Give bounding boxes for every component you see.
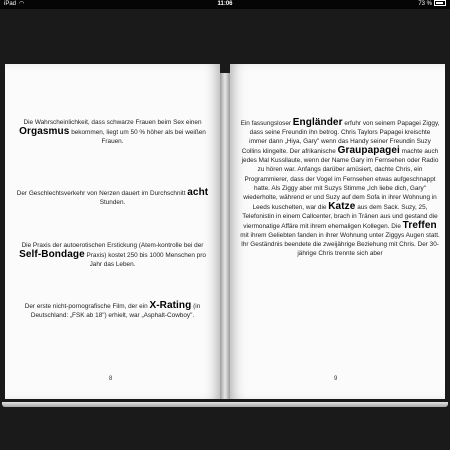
- fact-keyword: Self-Bondage: [19, 249, 85, 260]
- right-page[interactable]: [230, 64, 445, 399]
- story-text: mit ihrem Geliebten fanden in ihrer Wohnung unter Ziggys Augen statt. Ihr Geständnis beendete die zweijährige Beziehung mit Chris. Der 30-jährige Chris trennte sich aber: [240, 232, 440, 258]
- status-bar: [0, 0, 450, 9]
- story-text: aus dem Sack. Suzy, 25, Telefonistin in einem Callcenter, brach in Tränen aus und gestand die viermonatige Affäre mit ihrem ehemaligen Kollegen. Die: [242, 203, 438, 231]
- battery-percent: 73 %: [418, 1, 432, 7]
- status-right: [418, 0, 446, 9]
- fact-keyword: Orgasmus: [19, 126, 70, 137]
- story-keyword: Katze: [328, 200, 356, 212]
- device-label: iPad: [4, 1, 17, 7]
- page-stack-edge: [2, 402, 448, 407]
- fact-4: [15, 301, 210, 320]
- story-keyword: Treffen: [402, 220, 437, 232]
- story-text: erfuhr von seinem Papagei Ziggy, dass seine Freundin ihn betrog. Chris Taylors Papagei kreischte immer dann „Hiya, Gary" wenn das Handy seiner Freundin Suzy Collins klingelte. Der afrikanische: [241, 120, 440, 156]
- page-number-left: 8: [109, 376, 113, 382]
- fact-1: [15, 118, 210, 146]
- page-number-right: 9: [334, 376, 338, 382]
- fact-keyword: X-Rating: [149, 300, 192, 311]
- story-keyword: Graupapagei: [337, 145, 400, 157]
- story-text: machte auch jedes Mal Kussllaute, wenn der Name Gary im Fernsehen oder Radio zu hören war. Anfangs darüber amüsiert, dachte Chris, ein Programmierer, dass der Vogel im Fernsehen etwas aufgeschnappt hatte. Als Ziggy aber mit Suzys Stimme „Ich liebe dich, Gary" wiederholte, während er und Suzy auf dem Sofa in ihrer Wohnung in Leeds kuschelten, war die: [241, 148, 439, 211]
- fact-text: Stunden.: [99, 199, 126, 206]
- fact-3: [15, 241, 210, 269]
- story-paragraph: [240, 118, 440, 258]
- book-spread: [0, 9, 450, 450]
- fact-text: Die Wahrscheinlichkeit, dass schwarze Frauen beim Sex einen: [23, 119, 202, 126]
- fact-text: Praxis) kostet 250 bis 1000 Menschen pro Jahr das Leben.: [86, 252, 206, 268]
- fact-text: Die Praxis der autoerotischen Erstickung (Atem-kontrolle bei der: [21, 242, 204, 249]
- fact-text: Der Geschlechtsverkehr von Nerzen dauert im Durchschnitt: [16, 190, 186, 197]
- wifi-icon: ◠: [19, 1, 25, 7]
- fact-2: [15, 188, 210, 207]
- story-text: Ein fassungsloser: [240, 120, 293, 127]
- battery-icon: [434, 0, 446, 6]
- fact-text: Der erste nicht-pornografische Film, der ein: [24, 303, 148, 310]
- fact-keyword: acht: [187, 187, 209, 198]
- fact-text: bekommen, liegt um 50 % höher als bei weißen Frauen.: [71, 129, 206, 145]
- story-keyword: Engländer: [292, 117, 343, 128]
- book-spine: [220, 73, 230, 399]
- fact-text: (in Deutschland: „FSK ab 18") erhielt, war „Asphalt-Cowboy".: [30, 303, 201, 319]
- left-page[interactable]: [5, 64, 220, 399]
- clock: 11:06: [217, 1, 233, 7]
